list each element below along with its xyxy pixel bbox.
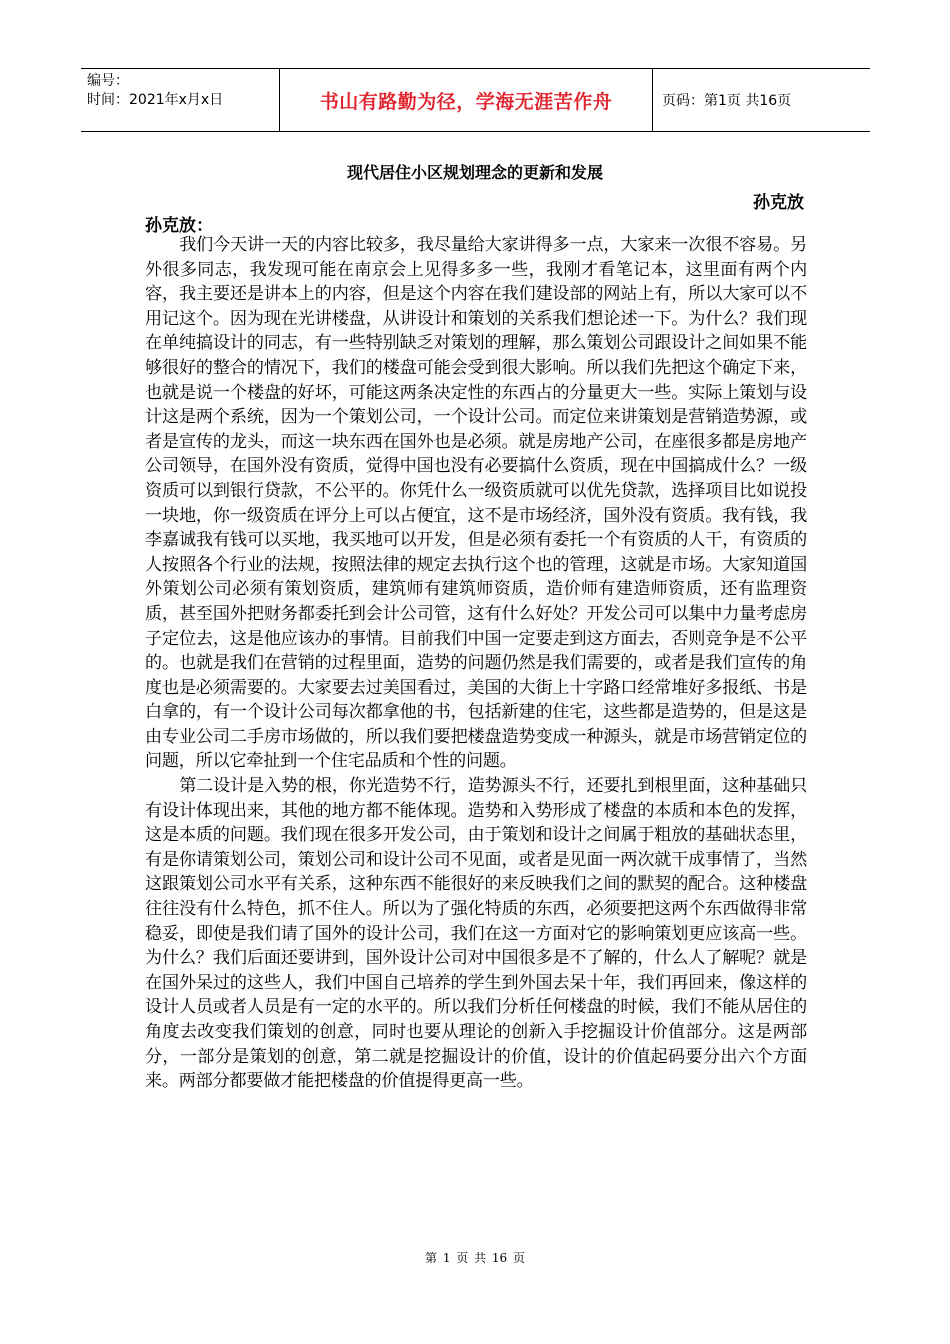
header-motto-cell: [279, 69, 653, 131]
time-label: 时间：2021年x月x日: [87, 92, 224, 108]
body-paragraph: 第二设计是入势的根，你光造势不行，造势源头不行，还要扎到根里面，这种基础只有设计体现出来，其他的地方都不能体现。造势和入势形成了楼盘的本质和本色的发挥，这是本质的问题。我们现在很多开发公司，由于策划和设计之间属于粗放的基础状态里，有是你请策划公司，策划公司和设计公司不见面，或者是见面一两次就干成事情了，当然这跟策划公司水平有关系，这种东西不能很好的来反映我们之间的默契的配合。这种楼盘往往没有什么特色，抓不住人。所以为了强化特质的东西，必须要把这两个东西做得非常稳妥，即使是我们请了国外的设计公司，我们在这一方面对它的影响策划更应该高一些。为什么？我们后面还要讲到，国外设计公司对中国很多是不了解的，什么人了解呢？就是在国外呆过的这些人，我们中国自己培养的学生到外国去呆十年，我们再回来，像这样的设计人员或者人员是有一定的水平的。所以我们分析任何楼盘的时候，我们不能从居住的角度去改变我们策划的创意，同时也要从理论的创新入手挖掘设计价值部分。这是两部分，一部分是策划的创意，第二就是挖掘设计的价值，设计的价值起码要分出六个方面来。两部分都要做才能把楼盘的价值提得更高一些。: [145, 776, 807, 1092]
number-label: 编号：: [87, 73, 129, 89]
author-name: 孙克放: [753, 193, 804, 213]
page-footer: 第 1 页 共 16 页: [425, 1251, 525, 1265]
document-header: [81, 68, 870, 132]
body-paragraph: 我们今天讲一天的内容比较多，我尽量给大家讲得多一点，大家来一次很不容易。另外很多同志，我发现可能在南京会上见得多多一些，我刚才看笔记本，这里面有两个内容，我主要还是讲本上的内容，但是这个内容在我们建设部的网站上有，所以大家可以不用记这个。因为现在光讲楼盘，从讲设计和策划的关系我们想论述一下。为什么？我们现在单纯搞设计的同志，有一些特别缺乏对策划的理解，那么策划公司跟设计之间如果不能够很好的整合的情况下，我们的楼盘可能会受到很大影响。所以我们先把这个确定下来，也就是说一个楼盘的好坏，可能这两条决定性的东西占的分量更大一些。实际上策划与设计这是两个系统，因为一个策划公司，一个设计公司。而定位来讲策划是营销造势源，或者是宣传的龙头，而这一块东西在国外也是必须。就是房地产公司，在座很多都是房地产公司领导，在国外没有资质，觉得中国也没有必要搞什么资质，现在中国搞成什么？一级资质可以到银行贷款，不公平的。你凭什么一级资质就可以优先贷款，选择项目比如说投一块地，你一级资质在评分上可以占便宜，这不是市场经济，国外没有资质。我有钱，我李嘉诚我有钱可以买地，我买地可以开发，但是必须有委托一个有资质的人干，有资质的人按照各个行业的法规，按照法律的规定去执行这个也的管理，这就是市场。大家知道国外策划公司必须有策划资质，建筑师有建筑师资质，造价师有建造师资质，还有监理资质，甚至国外把财务都委托到会计公司管，这有什么好处？开发公司可以集中力量考虑房子定位去，这是他应该办的事情。目前我们中国一定要走到这方面去，否则竞争是不公平的。也就是我们在营销的过程里面，造势的问题仍然是我们需要的，或者是我们宣传的角度也是必须需要的。大家要去过美国看过，美国的大街上十字路口经常堆好多报纸、书是白拿的，有一个设计公司每次都拿他的书，包括新建的住宅，这些都是造势的，但是这是由专业公司二手房市场做的，所以我们要把楼盘造势变成一种源头，就是市场营销定位的问题，所以它牵扯到一个住宅品质和个性的问题。: [145, 235, 807, 772]
header-page-cell: [653, 69, 870, 131]
speaker-label: 孙克放：: [145, 216, 213, 236]
header-meta: [81, 69, 279, 131]
motto-text: 书山有路勤为径，学海无涯苦作舟: [319, 90, 613, 113]
document-body: [145, 233, 807, 1094]
page-label: 页码：第1页 共16页: [662, 93, 792, 109]
document-title: 现代居住小区规划理念的更新和发展: [346, 163, 603, 182]
